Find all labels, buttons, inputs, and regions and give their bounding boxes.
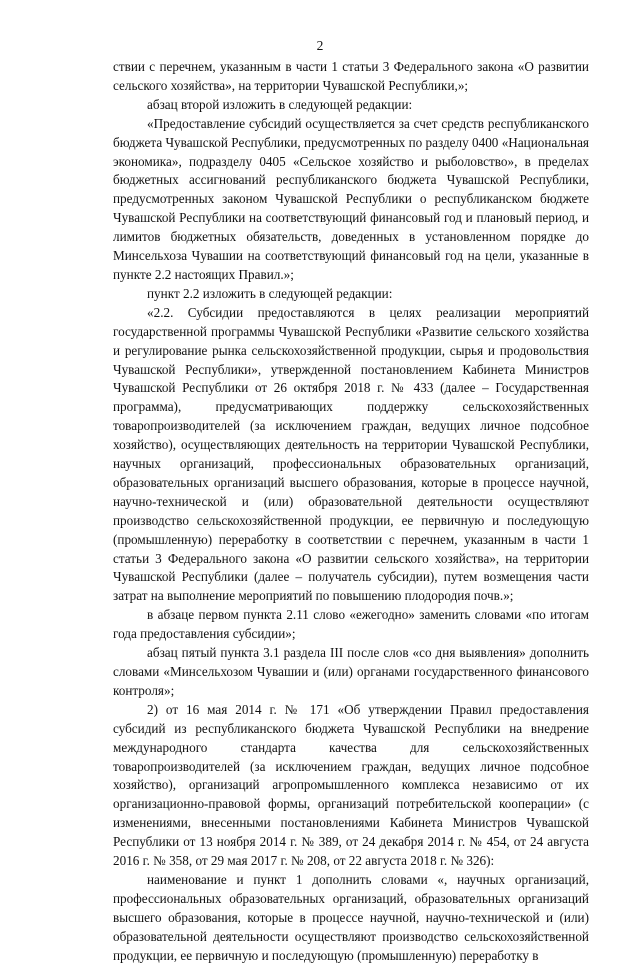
page-number: 2 — [316, 38, 324, 53]
paragraph-continuation: ствии с перечнем, указанным в части 1 статьи 3 Федерального закона «О развитии сельского хозяйства», на территории Чувашской Республики,»; — [113, 59, 589, 93]
paragraph-instruction: абзац пятый пункта 3.1 раздела III после слов «со дня выявления» дополнить словами «Минсельхозом Чувашии и (или) органами государственного финансового контроля»; — [113, 645, 589, 698]
paragraph-instruction: пункт 2.2 изложить в следующей редакции: — [147, 285, 393, 301]
paragraph-instruction: абзац второй изложить в следующей редакции: — [147, 96, 413, 112]
paragraph-item: 2) от 16 мая 2014 г. № 171 «Об утверждении Правил предоставления субсидий из республиканского бюджета Чувашской Республики на внедрение международного стандарта качества для сельскохозяйственных товаропроизводителей (за исключением граждан, ведущих личное подсобное хозяйство), организаций агропромышленного комплекса независимо от их организационно-правовой формы, организаций потребительской кооперации» (с изменениями, внесенными постановлениями Кабинета Министров Чувашской Республики от 13 ноября 2014 г. № 389, от 24 декабря 2014 г. № 454, от 24 августа 2016 г. № 358, от 29 мая 2017 г. № 208, от 22 августа 2018 г. № 326): — [113, 701, 589, 869]
paragraph-instruction: наименование и пункт 1 дополнить словами «, научных организаций, профессиональных образовательных организаций, образовательных организаций высшего образования, которые в процессе научной, научно-технической и (или) образовательной деятельности осуществляют производство сельскохозяйственной продукции, ее первичную и последующую (промышленную) переработку в — [113, 871, 589, 963]
paragraph-quoted-text: «2.2. Субсидии предоставляются в целях реализации мероприятий государственной программы Чувашской Республики «Развитие сельского хозяйства и регулирование рынка сельскохозяйственной продукции, сырья и продовольствия Чувашской Республики», утвержденной постановлением Кабинета Министров Чувашской Республики от 26 октября 2018 г. № 433 (далее – Государственная программа), предусматривающих поддержку сельскохозяйственных товаропроизводителей (за исключением граждан, ведущих личное подсобное хозяйство), осуществляющих деятельность на территории Чувашской Республики, научных организаций, профессиональных образовательных организаций, образовательных организаций высшего образования, которые в процессе научной, научно-технической и (или) образовательной деятельности осуществляют производство сельскохозяйственной продукции, ее первичную и последующую (промышленную) переработку в соответствии с перечнем, указанным в части 1 статьи 3 Федерального закона «О развитии сельского хозяйства», на территории Чувашской Республики (далее – получатель субсидии), путем возмещения части затрат на выполнение мероприятий по повышению плодородия почв.»; — [113, 304, 589, 604]
paragraph-instruction: в абзаце первом пункта 2.11 слово «ежегодно» заменить словами «по итогам года предоставления субсидии»; — [113, 607, 589, 642]
document-body — [113, 58, 589, 966]
paragraph-quoted-text: «Предоставление субсидий осуществляется за счет средств республиканского бюджета Чувашской Республики, предусмотренных по разделу 0400 «Национальная экономика», подразделу 0405 «Сельское хозяйство и рыболовство», в пределах бюджетных ассигнований республиканского бюджета Чувашской Республики, предусмотренных законом Чувашской Республики о республиканском бюджете Чувашской Республики на соответствующий финансовый год и плановый период, и лимитов бюджетных обязательств, доведенных в установленном порядке до Минсельхоза Чувашии на соответствующий финансовый год на цели, указанные в пункте 2.2 настоящих Правил.»; — [113, 115, 589, 282]
